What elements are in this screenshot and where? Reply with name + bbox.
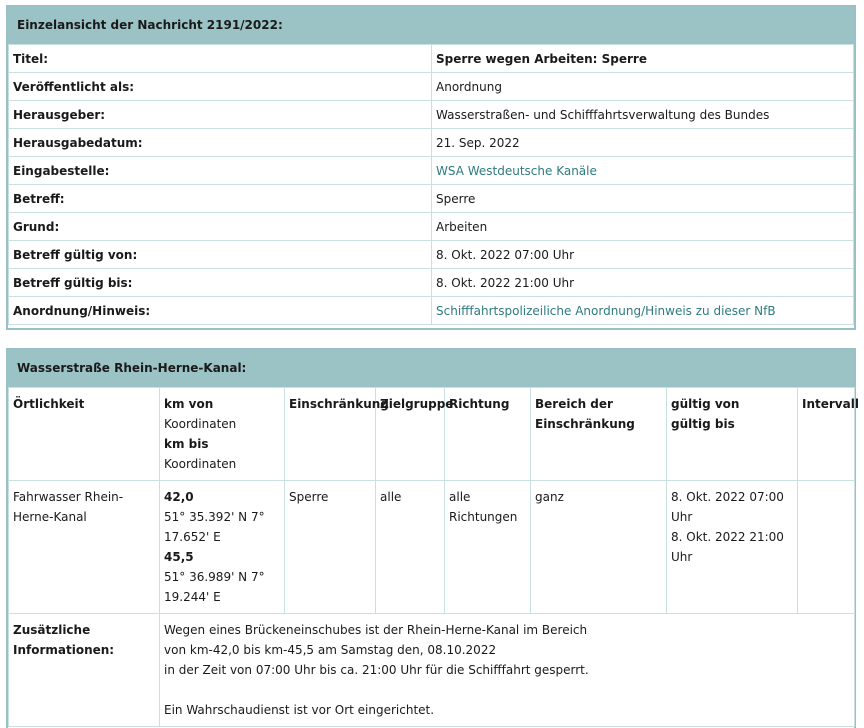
table-row (9, 241, 854, 269)
reason-label: Grund: (9, 213, 432, 241)
info-line: in der Zeit von 07:00 Uhr bis ca. 21:00 Uhr für die Schifffahrt gesperrt. (164, 663, 589, 677)
km-from-value: 42,0 (164, 490, 194, 504)
publisher-value: Wasserstraßen- und Schifffahrtsverwaltung des Bundes (432, 101, 854, 129)
info-line: von km-42,0 bis km-45,5 am Samstag den, 08.10.2022 (164, 643, 497, 657)
additional-info-text (160, 614, 855, 727)
table-row (9, 481, 855, 614)
info-spacer (164, 680, 850, 700)
waterway-table (8, 387, 859, 727)
issue-date-label: Herausgabedatum: (9, 129, 432, 157)
col-km (160, 388, 285, 481)
message-detail-header: Einzelansicht der Nachricht 2191/2022: (8, 7, 854, 44)
table-row (9, 269, 854, 297)
valid-from-label: Betreff gültig von: (9, 241, 432, 269)
submitting-office-link[interactable]: WSA Westdeutsche Kanäle (436, 163, 597, 178)
order-notice-link[interactable]: Schifffahrtspolizeiliche Anordnung/Hinweis zu dieser NfB (436, 303, 776, 318)
issue-date-value: 21. Sep. 2022 (432, 129, 854, 157)
order-notice-label: Anordnung/Hinweis: (9, 297, 432, 325)
message-detail-panel (6, 5, 856, 330)
valid-to-cell: 8. Okt. 2022 21:00 Uhr (671, 530, 784, 564)
published-as-label: Veröffentlicht als: (9, 73, 432, 101)
reason-value: Arbeiten (432, 213, 854, 241)
table-row (9, 185, 854, 213)
col-km-to: km bis (164, 437, 209, 451)
valid-to-value: 8. Okt. 2022 21:00 Uhr (432, 269, 854, 297)
col-interval: Intervall (798, 388, 855, 481)
table-header-row (9, 388, 855, 481)
restriction-area-cell: ganz (531, 481, 667, 614)
direction-cell: alle Richtungen (445, 481, 531, 614)
title-value: Sperre wegen Arbeiten: Sperre (432, 45, 854, 73)
table-row (9, 213, 854, 241)
col-direction: Richtung (445, 388, 531, 481)
valid-to-label: Betreff gültig bis: (9, 269, 432, 297)
km-cell (160, 481, 285, 614)
interval-cell (798, 481, 855, 614)
submitting-office-label: Eingabestelle: (9, 157, 432, 185)
waterway-header: Wasserstraße Rhein-Herne-Kanal: (8, 350, 854, 387)
col-location: Örtlichkeit (9, 388, 160, 481)
col-target-group: Zielgruppe (376, 388, 445, 481)
km-to-value: 45,5 (164, 550, 194, 564)
col-validity (667, 388, 798, 481)
info-line: Wegen eines Brückeneinschubes ist der Rhein-Herne-Kanal im Bereich (164, 623, 588, 637)
valid-from-cell: 8. Okt. 2022 07:00 Uhr (671, 490, 784, 524)
col-restriction: Einschränkung (285, 388, 376, 481)
info-row (9, 614, 855, 727)
target-group-cell: alle (376, 481, 445, 614)
col-valid-from: gültig von (671, 397, 740, 411)
location-cell: Fahrwasser Rhein-Herne-Kanal (9, 481, 160, 614)
message-detail-table (8, 44, 854, 325)
col-coordinates-to: Koordinaten (164, 457, 237, 471)
publisher-label: Herausgeber: (9, 101, 432, 129)
table-row (9, 129, 854, 157)
table-row (9, 73, 854, 101)
additional-info-label: Zusätzliche Informationen: (9, 614, 160, 727)
restriction-cell: Sperre (285, 481, 376, 614)
coordinates-from-value: 51° 35.392' N 7° 17.652' E (164, 510, 265, 544)
valid-from-value: 8. Okt. 2022 07:00 Uhr (432, 241, 854, 269)
col-valid-to: gültig bis (671, 417, 735, 431)
validity-cell (667, 481, 798, 614)
waterway-panel (6, 348, 859, 728)
title-label: Titel: (9, 45, 432, 73)
col-restriction-area: Bereich der Einschränkung (531, 388, 667, 481)
table-row (9, 45, 854, 73)
coordinates-to-value: 51° 36.989' N 7° 19.244' E (164, 570, 265, 604)
table-row (9, 101, 854, 129)
published-as-value: Anordnung (432, 73, 854, 101)
table-row (9, 297, 854, 325)
table-row (9, 157, 854, 185)
subject-label: Betreff: (9, 185, 432, 213)
info-line: Ein Wahrschaudienst ist vor Ort eingerichtet. (164, 703, 435, 717)
col-coordinates-from: Koordinaten (164, 417, 237, 431)
col-km-from: km von (164, 397, 214, 411)
subject-value: Sperre (432, 185, 854, 213)
